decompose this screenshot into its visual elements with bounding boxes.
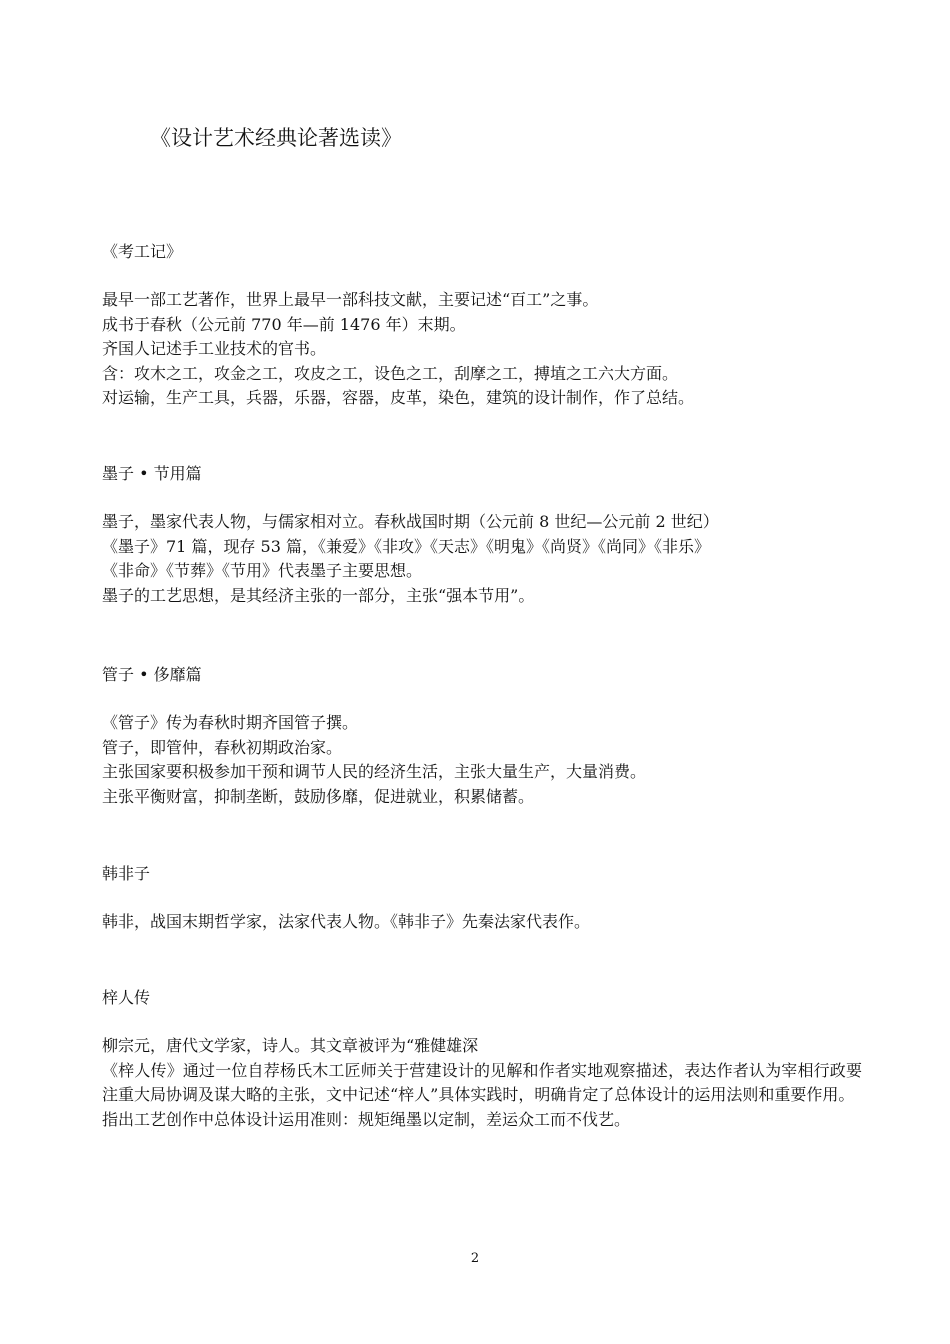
body-line: 柳宗元，唐代文学家，诗人。其文章被评为“雅健雄深 [102,1036,479,1055]
section-body [102,510,862,608]
section-body [102,1034,862,1132]
section-heading: 《考工记》 [102,242,183,261]
section-guanzi [102,663,862,809]
body-line: 对运输，生产工具，兵器，乐器，容器，皮革，染色，建筑的设计制作，作了总结。 [102,388,695,407]
body-line: 《管子》传为春秋时期齐国管子撰。 [102,713,359,732]
body-line: 韩非，战国末期哲学家，法家代表人物。《韩非子》先秦法家代表作。 [102,912,591,931]
document-title: 《设计艺术经典论著选读》 [150,126,402,150]
body-line: 主张平衡财富，抑制垄断，鼓励侈靡，促进就业，积累储蓄。 [102,786,535,806]
body-line: 管子，即管仲，春秋初期政治家。 [102,737,343,757]
section-body [102,711,862,809]
section-heading: 墨子 • 节用篇 [102,464,202,483]
body-line: 《墨子》71 篇，现存 53 篇，《兼爱》《非攻》《天志》《明鬼》《尚贤》《尚同》《非乐》 [102,536,710,556]
section-kaogongji [102,240,862,411]
body-line: 墨子的工艺思想，是其经济主张的一部分，主张“强本节用”。 [102,585,535,605]
body-line: 《非命》《节葬》《节用》代表墨子主要思想。 [102,561,423,580]
body-line: 齐国人记述手工业技术的官书。 [102,339,327,358]
body-line: 含：攻木之工，攻金之工，攻皮之工，设色之工，刮摩之工，搏埴之工六大方面。 [102,363,679,383]
section-body [102,288,862,411]
page-number: 2 [470,1251,480,1266]
body-line: 主张国家要积极参加干预和调节人民的经济生活，主张大量生产，大量消费。 [102,762,647,781]
body-line: 最早一部工艺著作，世界上最早一部科技文献，主要记述“百工”之事。 [102,290,599,309]
section-body [102,910,862,935]
body-paragraph: 《梓人传》通过一位自荐杨氏木工匠师关于营建设计的见解和作者实地观察描述，表达作者认为宰相行政要注重大局协调及谋大略的主张，文中记述“梓人”具体实践时，明确肯定了总体设计的运用法则和重要作用。 [102,1060,862,1104]
section-mozi [102,462,862,608]
section-hanfeizi [102,862,862,935]
body-line: 成书于春秋（公元前 770 年—前 1476 年）末期。 [102,314,466,334]
section-heading: 管子 • 侈靡篇 [102,665,202,684]
section-heading: 梓人传 [102,988,151,1007]
body-line: 墨子，墨家代表人物，与儒家相对立。春秋战国时期（公元前 8 世纪—公元前 2 世纪） [102,512,719,531]
section-zirenzhuan [102,986,862,1132]
section-heading: 韩非子 [102,864,151,883]
body-line: 指出工艺创作中总体设计运用准则：规矩绳墨以定制，差运众工而不伐艺。 [102,1109,631,1129]
